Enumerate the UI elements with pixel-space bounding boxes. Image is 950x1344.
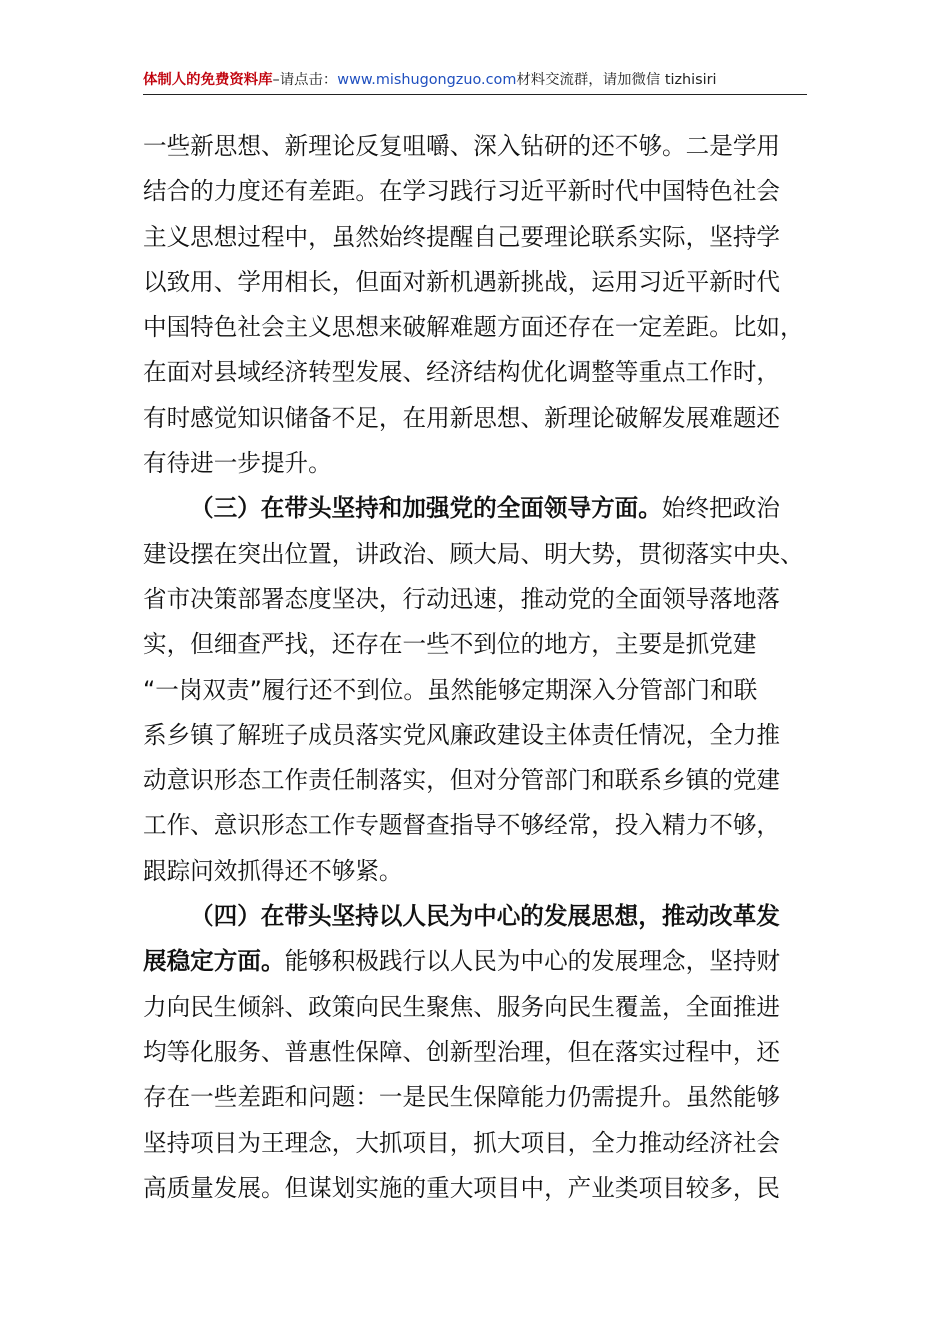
document-body <box>143 124 813 1211</box>
text-line: 主义思想过程中，虽然始终提醒自己要理论联系实际，坚持学 <box>143 222 781 251</box>
text-line-rest: 始终把政治 <box>661 494 780 523</box>
text-line: 一些新思想、新理论反复咀嚼、深入钻研的还不够。二是学用 <box>143 132 781 160</box>
section-four-heading-cont: 展稳定方面。 <box>143 947 285 976</box>
section-four-second-line <box>143 939 813 984</box>
text-line: 有待进一步提升。 <box>143 449 332 478</box>
header-prompt: –请点击： <box>272 72 338 88</box>
page-header <box>143 68 807 95</box>
text-line: 高质量发展。但谋划实施的重大项目中，产业类项目较多，民 <box>143 1173 781 1202</box>
text-line: 存在一些差距和问题：一是民生保障能力仍需提升。虽然能够 <box>143 1083 781 1112</box>
text-line: 动意识形态工作责任制落实，但对分管部门和联系乡镇的党建 <box>143 766 781 795</box>
text-line: 在面对县域经济转型发展、经济结构优化调整等重点工作时， <box>143 358 781 387</box>
text-line: 均等化服务、普惠性保障、创新型治理，但在落实过程中，还 <box>143 1037 781 1066</box>
section-four-heading: （四）在带头坚持以人民为中心的发展思想，推动改革发 <box>190 902 780 931</box>
text-line: “一岗双责”履行还不到位。虽然能够定期深入分管部门和联 <box>143 675 758 704</box>
header-url-link[interactable]: www.mishugongzuo.com <box>337 72 517 88</box>
text-line: 力向民生倾斜、政策向民生聚焦、服务向民生覆盖，全面推进 <box>143 992 781 1021</box>
text-line-rest: 能够积极践行以人民为中心的发展理念，坚持财 <box>284 947 781 976</box>
section-three-first-line <box>143 486 813 531</box>
text-line: 坚持项目为王理念，大抓项目，抓大项目，全力推动经济社会 <box>143 1128 781 1157</box>
text-line: 建设摆在突出位置，讲政治、顾大局、明大势，贯彻落实中央、 <box>143 539 804 568</box>
text-line: 有时感觉知识储备不足，在用新思想、新理论破解发展难题还 <box>143 403 781 432</box>
section-three-heading: （三）在带头坚持和加强党的全面领导方面。 <box>190 494 662 523</box>
text-line: 跟踪问效抓得还不够紧。 <box>143 856 403 885</box>
header-brand: 体制人的免费资料库 <box>143 72 273 88</box>
text-line: 中国特色社会主义思想来破解难题方面还存在一定差距。比如， <box>143 313 804 342</box>
text-line: 实，但细查严找，还存在一些不到位的地方，主要是抓党建 <box>143 630 757 659</box>
text-line: 以致用、学用相长，但面对新机遇新挑战，运用习近平新时代 <box>143 267 781 296</box>
text-line: 结合的力度还有差距。在学习践行习近平新时代中国特色社会 <box>143 177 781 206</box>
section-four-first-line <box>143 894 813 939</box>
text-line: 工作、意识形态工作专题督查指导不够经常，投入精力不够， <box>143 811 781 840</box>
text-line: 系乡镇了解班子成员落实党风廉政建设主体责任情况，全力推 <box>143 720 781 749</box>
text-line: 省市决策部署态度坚决，行动迅速，推动党的全面领导落地落 <box>143 584 781 613</box>
header-tail: 材料交流群，请加微信 tizhisiri <box>516 72 717 88</box>
